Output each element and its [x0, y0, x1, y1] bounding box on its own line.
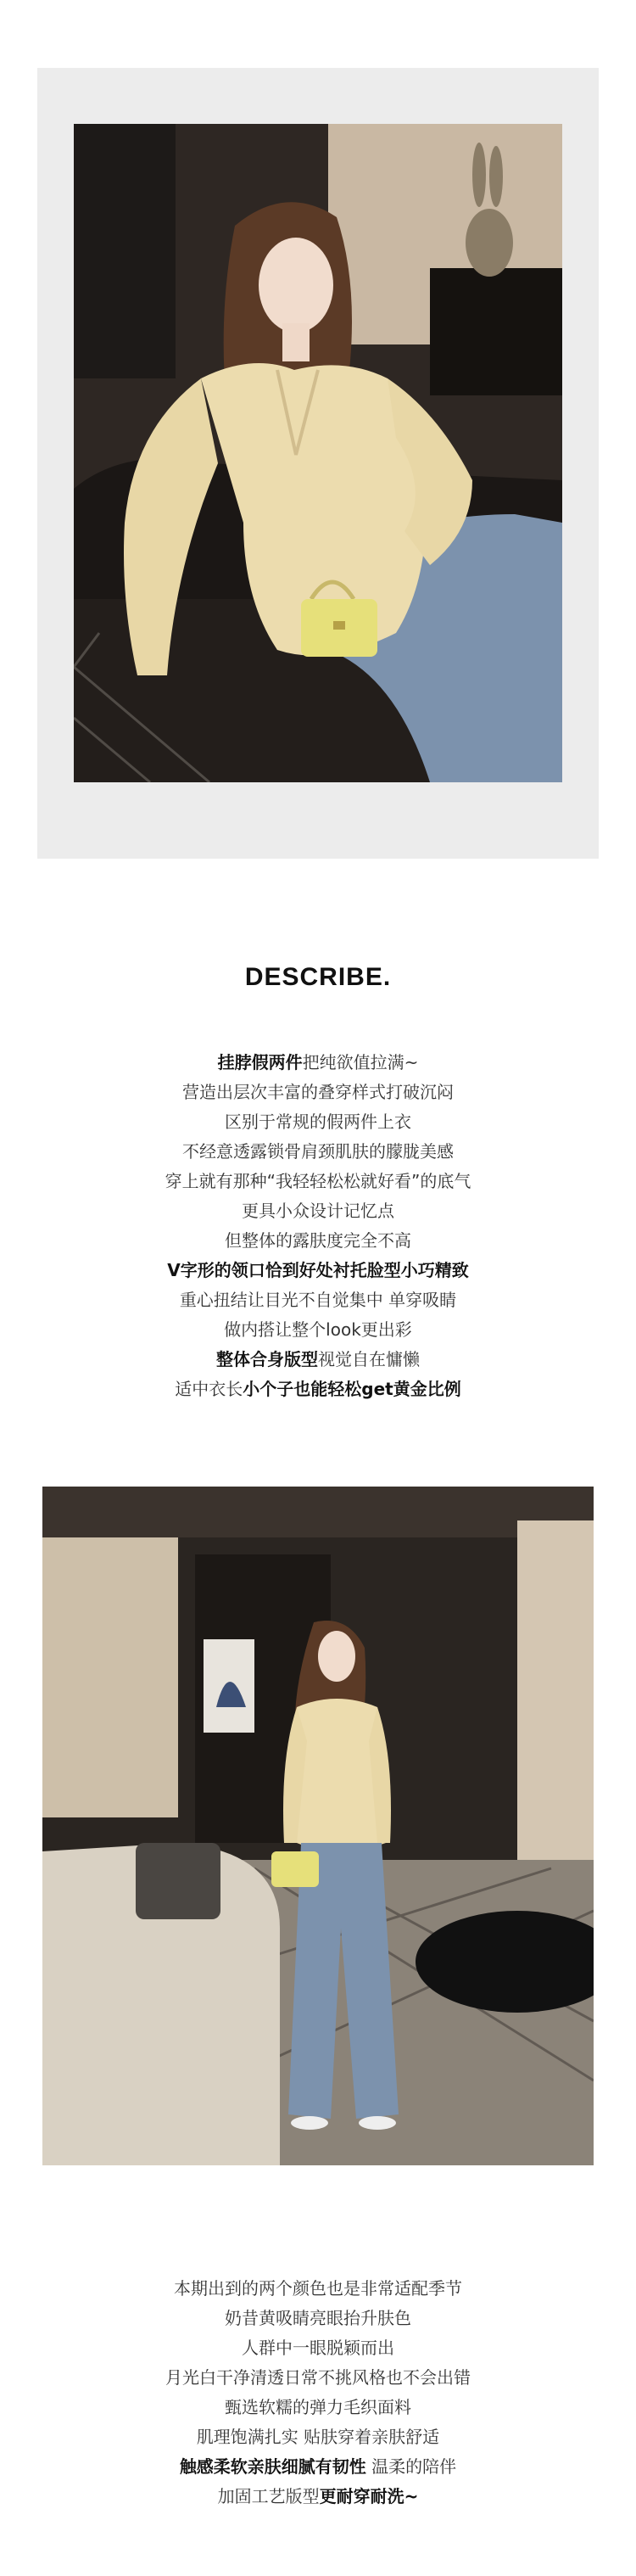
- model-photo-standing: [42, 1487, 594, 2165]
- description-line: [0, 1315, 636, 1345]
- description-line: [0, 2333, 636, 2363]
- model-photo-seated-illustration: [74, 124, 562, 782]
- line-text: 甄选软糯的弹力毛织面料: [225, 2397, 411, 2417]
- description-line: [0, 2274, 636, 2304]
- description-line: [0, 1078, 636, 1107]
- emphasis-text: V字形的领口恰到好处衬托脸型小巧精致: [167, 1260, 469, 1280]
- emphasis-text: 触感柔软亲肤细腻有韧性: [179, 2456, 366, 2477]
- emphasis-text: 整体合身版型: [216, 1349, 318, 1369]
- line-text: 奶昔黄吸睛亮眼抬升肤色: [225, 2308, 411, 2328]
- line-text: 月光白干净清透日常不挑风格也不会出错: [165, 2367, 471, 2388]
- line-text: 视觉自在慵懒: [318, 1349, 420, 1369]
- line-text: 穿上就有那种“我轻轻松松就好看”的底气: [165, 1171, 471, 1191]
- line-text: 更具小众设计记忆点: [242, 1201, 394, 1221]
- line-text: 本期出到的两个颜色也是非常适配季节: [174, 2278, 462, 2299]
- line-text: 营造出层次丰富的叠穿样式打破沉闷: [182, 1082, 454, 1102]
- emphasis-text: 小个子也能轻松get黄金比例: [243, 1379, 461, 1399]
- description-line: [0, 1256, 636, 1285]
- line-text: 加固工艺版型: [217, 2486, 320, 2506]
- line-text: 做内搭让整个look更出彩: [224, 1319, 412, 1340]
- describe-heading: DESCRIBE.: [244, 963, 392, 991]
- description-line: [0, 1048, 636, 1078]
- model-photo-seated: [74, 124, 562, 782]
- description-line: [0, 1167, 636, 1196]
- line-text: 温柔的陪伴: [365, 2456, 457, 2477]
- line-text: 区别于常规的假两件上衣: [225, 1112, 411, 1132]
- description-line: [0, 2304, 636, 2333]
- line-text: 把纯欲值拉满~: [302, 1052, 419, 1072]
- description-block-2: [0, 2274, 636, 2512]
- description-line: [0, 2482, 636, 2512]
- model-photo-standing-illustration: [42, 1487, 594, 2165]
- description-line: [0, 1196, 636, 1226]
- description-line: [0, 2452, 636, 2482]
- line-text: 适中衣长: [175, 1379, 243, 1399]
- description-line: [0, 1345, 636, 1375]
- line-text: 人群中一眼脱颖而出: [242, 2338, 394, 2358]
- emphasis-text: 更耐穿耐洗~: [319, 2486, 419, 2506]
- line-text: 但整体的露肤度完全不高: [225, 1230, 411, 1251]
- line-text: 不经意透露锁骨肩颈肌肤的朦胧美感: [182, 1141, 454, 1162]
- description-block-1: [0, 1048, 636, 1404]
- line-text: 肌理饱满扎实 贴肤穿着亲肤舒适: [196, 2427, 440, 2447]
- description-line: [0, 1107, 636, 1137]
- description-line: [0, 2363, 636, 2393]
- emphasis-text: 挂脖假两件: [217, 1052, 303, 1072]
- description-line: [0, 1137, 636, 1167]
- description-line: [0, 1285, 636, 1315]
- description-line: [0, 2422, 636, 2452]
- line-text: 重心扭结让目光不自觉集中 单穿吸睛: [179, 1290, 457, 1310]
- description-line: [0, 1375, 636, 1404]
- description-line: [0, 2393, 636, 2422]
- description-line: [0, 1226, 636, 1256]
